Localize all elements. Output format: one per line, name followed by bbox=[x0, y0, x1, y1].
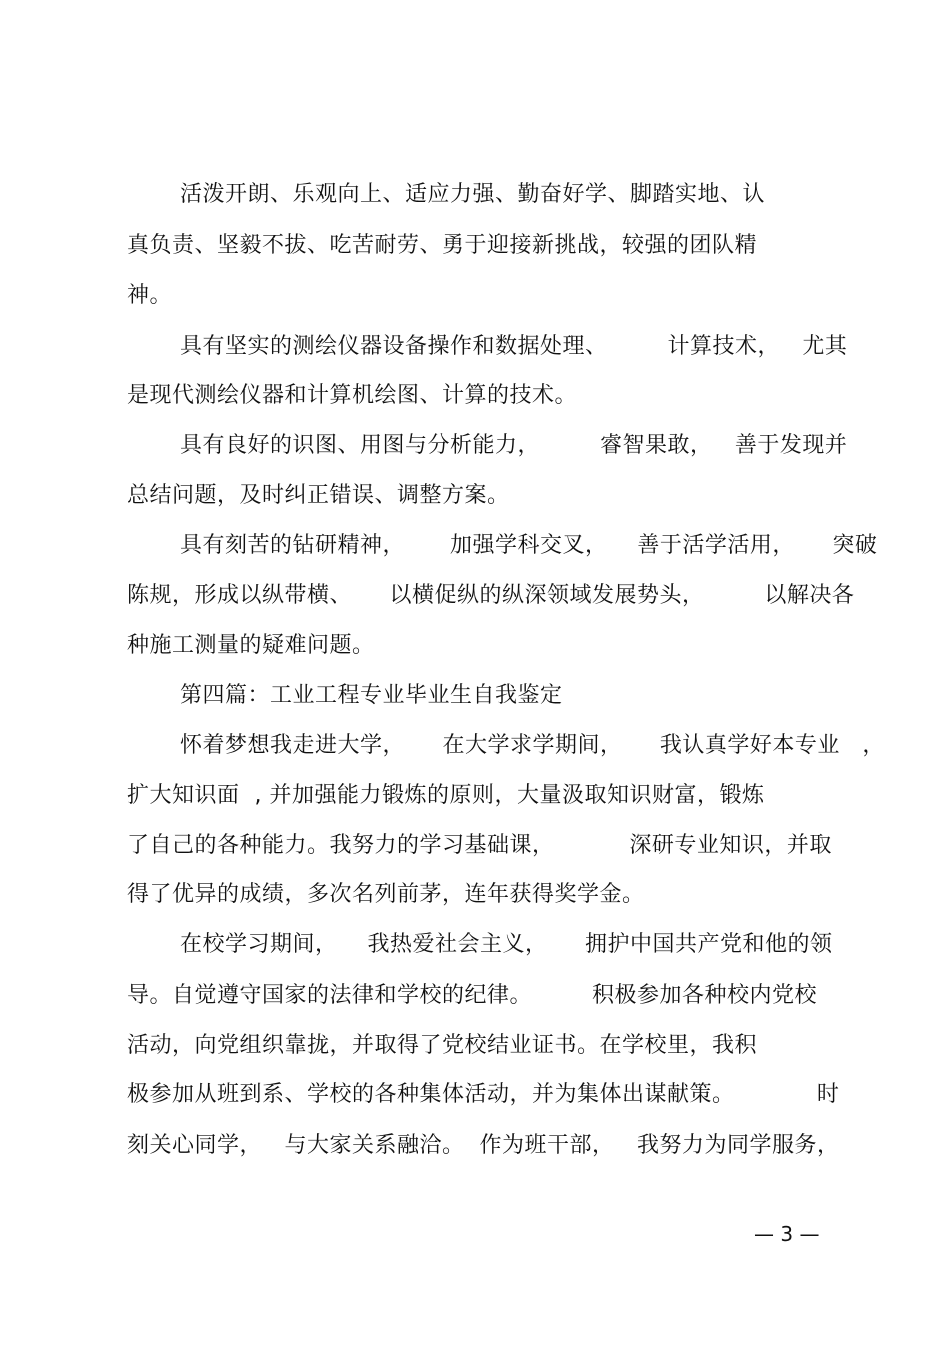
text-line: 是现代测绘仪器和计算机绘图、计算的技术。 bbox=[127, 383, 578, 408]
page-number: — 3 — bbox=[754, 1222, 820, 1246]
text-line: 导。自觉遵守国家的法律和学校的纪律。 积极参加各种校内党校 bbox=[127, 983, 817, 1008]
text-line: 总结问题，及时纠正错误、调整方案。 bbox=[127, 483, 510, 508]
text-line: 具有刻苦的钻研精神， 加强学科交叉， 善于活学活用， 突破 bbox=[180, 533, 878, 558]
text-line: 陈规，形成以纵带横、 以横促纵的纵深领域发展势头， 以解决各 bbox=[127, 583, 855, 608]
text-line: 怀着梦想我走进大学， 在大学求学期间， 我认真学好本专业 ， bbox=[180, 733, 885, 758]
text-line: 活动，向党组织靠拢，并取得了党校结业证书。在学校里，我积 bbox=[127, 1033, 758, 1058]
text-line: 神。 bbox=[127, 283, 173, 308]
text-line: 活泼开朗、乐观向上、适应力强、勤奋好学、脚踏实地、认 bbox=[180, 182, 766, 207]
text-line: 种施工测量的疑难问题。 bbox=[127, 633, 375, 658]
text-line: 扩大知识面 , 并加强能力锻炼的原则，大量汲取知识财富，锻炼 bbox=[127, 783, 765, 808]
text-line: 在校学习期间， 我热爱社会主义， 拥护中国共产党和他的领 bbox=[180, 932, 833, 957]
text-line: 刻关心同学， 与大家关系融洽。 作为班干部， 我努力为同学服务， bbox=[127, 1133, 840, 1158]
text-line: 得了优异的成绩，多次名列前茅，连年获得奖学金。 bbox=[127, 882, 645, 907]
text-line: 真负责、坚毅不拔、吃苦耐劳、勇于迎接新挑战，较强的团队精 bbox=[127, 233, 758, 258]
text-line: 具有坚实的测绘仪器设备操作和数据处理、 计算技术， 尤其 bbox=[180, 334, 848, 359]
text-line: 了自己的各种能力。我努力的学习基础课， 深研专业知识，并取 bbox=[127, 833, 832, 858]
section-heading: 第四篇：工业工程专业毕业生自我鉴定 bbox=[180, 683, 563, 708]
text-line: 具有良好的识图、用图与分析能力， 睿智果敢， 善于发现并 bbox=[180, 433, 848, 458]
text-line: 极参加从班到系、学校的各种集体活动，并为集体出谋献策。 时 bbox=[127, 1082, 840, 1107]
